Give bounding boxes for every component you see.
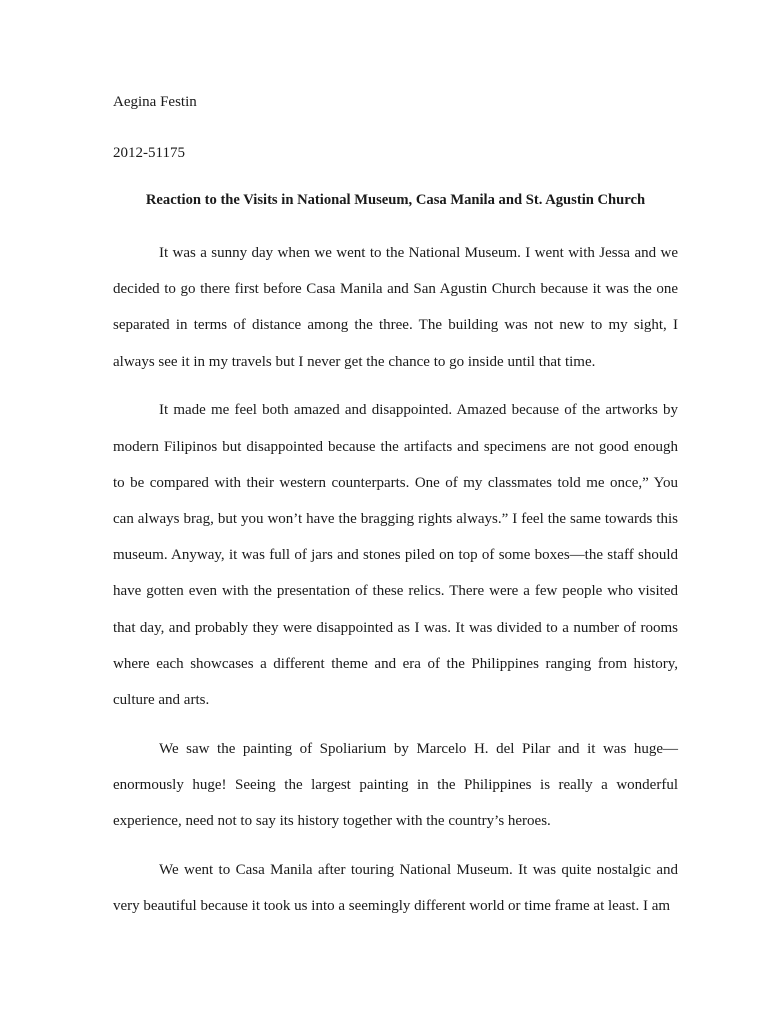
paragraph-spoliarium: We saw the painting of Spoliarium by Marcelo H. del Pilar and it was huge—enormously huge! Seeing the largest painting in the Philippines is really a wonderful experience, need not to say its history together with the country’s heroes. [113,740,678,830]
student-number: 2012-51175 [113,145,185,161]
paragraph-museum-reaction: It made me feel both amazed and disappointed. Amazed because of the artworks by modern Filipinos but disappointed because the artifacts and specimens are not good enough to be compared with their western counterparts. One of my classmates told me once,” You can always brag, but you won’t have the bragging rights always.” I feel the same towards this museum. Anyway, it was full of jars and stones piled on top of some boxes—the staff should have gotten even with the presentation of these relics. There were a few people who visited that day, and probably they were disappointed as I was. It was divided to a number of rooms where each showcases a different theme and era of the Philippines ranging from history, culture and arts. [113,402,678,708]
document-body [113,235,678,937]
author-name: Aegina Festin [113,94,197,110]
paragraph-casa-manila: We went to Casa Manila after touring National Museum. It was quite nostalgic and very beautiful because it took us into a seemingly different world or time frame at least. I am [113,861,678,914]
document-title: Reaction to the Visits in National Museum, Casa Manila and St. Agustin Church [145,192,646,208]
paragraph-national-museum-intro: It was a sunny day when we went to the National Museum. I went with Jessa and we decided to go there first before Casa Manila and San Agustin Church because it was the one separated in terms of distance among the three. The building was not new to my sight, I always see it in my travels but I never get the chance to go inside until that time. [113,245,678,370]
